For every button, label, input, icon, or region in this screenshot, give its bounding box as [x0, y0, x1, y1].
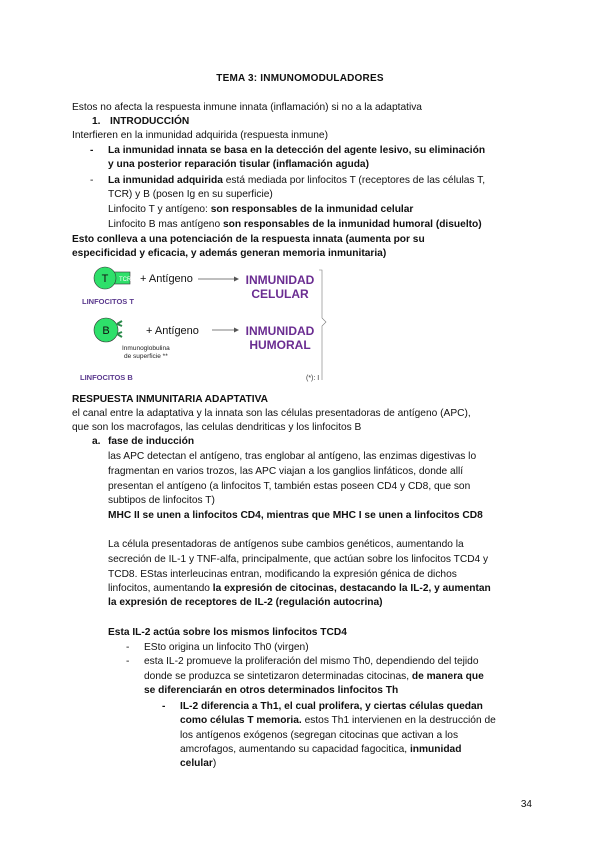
dash-item-2-bold: de manera que	[411, 671, 484, 682]
b-arrow-head	[234, 328, 239, 333]
bullet-acquired-bold: La inmunidad adquirida	[108, 175, 223, 186]
sub-item-line2-bold: como células T memoria.	[180, 715, 302, 726]
sub-item-line1: - IL-2 diferencia a Th1, el cual prolifera, y ciertas células quedan	[180, 700, 483, 713]
sub-item-line2-rest: estos Th1 intervienen en la destrucción de	[301, 715, 496, 726]
page-number: 34	[520, 799, 532, 810]
section1-number: 1.	[92, 116, 101, 127]
t-result-1: INMUNIDAD	[245, 273, 315, 287]
dash-item-2-line2	[144, 670, 484, 683]
para1-line4: subtipos de linfocitos T)	[108, 495, 215, 506]
bullet-acquired-2: TCR) y B (posen Ig en su superficie)	[108, 189, 273, 200]
sub-item-line5-rest: )	[212, 758, 217, 769]
para2-line2: secreción de IL-1 y TNF-alfa, principalmente, que actúan sobre los linfocitos TCD4 y	[108, 554, 489, 565]
bullet-acquired-rest: está mediada por linfocitos T (receptores de las células T,	[222, 175, 486, 186]
conclusion-2: especificidad y eficacia, y además generan memoria inmunitaria)	[72, 248, 387, 259]
intro-line: Estos no afecta la respuesta inmune innata (inflamación) si no a la adaptativa	[72, 102, 422, 113]
para1-line3: presentan el antígeno (a linfocitos T, también estas poseen CD4 y CD8, que son	[108, 481, 471, 492]
para2-line5: la expresión de receptores de IL-2 (regulación autocrina)	[108, 597, 383, 608]
t-arrow-head	[234, 277, 239, 282]
line-lt	[108, 203, 413, 216]
t-caption: LINFOCITOS T	[82, 297, 134, 306]
para2-line4-bold: la expresión de citocinas, destacando la IL-2, y aumentan	[212, 583, 491, 594]
sub-item-line5	[180, 757, 216, 770]
conclusion-1: Esto conlleva a una potenciación de la respuesta innata (aumenta por su	[72, 234, 425, 245]
line-lb-bold: son responsables de la inmunidad humoral (disuelto)	[222, 219, 482, 230]
b-result-1: INMUNIDAD	[245, 324, 315, 338]
para2-line1: La célula presentadoras de antígenos sube cambios genéticos, aumentando la	[108, 539, 464, 550]
para1-line1: las APC detectan el antígeno, tras englobar al antígeno, las enzimas digestivas lo	[108, 451, 477, 462]
section2-intro-1: el canal entre la adaptativa y la innata son las células presentadoras de antígeno (APC),	[72, 408, 471, 419]
dash-item-1: - ESto origina un linfocito Th0 (virgen)	[144, 641, 309, 654]
dash-item-2-line3: se diferenciarán en otros determinados linfocitos Th	[144, 685, 399, 696]
lymphocyte-diagram	[80, 262, 338, 390]
dash-item-2-line1: - esta IL-2 promueve la proliferación del mismo Th0, dependiendo del tejido	[144, 655, 479, 668]
sub-item-line4	[180, 743, 461, 756]
para1-line2: fragmentan en varios trozos, las APC viajan a los ganglios linfáticos, donde allí	[108, 466, 464, 477]
b-antigen-label: + Antígeno	[146, 325, 199, 337]
bullet-innate-2: y una posterior reparación tisular (inflamación aguda)	[108, 159, 369, 170]
b-cell-letter: B	[102, 325, 110, 337]
bullet-acquired-1	[108, 174, 485, 187]
line-lb	[108, 218, 482, 231]
line-lt-bold: son responsables de la inmunidad celular	[210, 204, 414, 215]
section2-heading: RESPUESTA INMUNITARIA ADAPTATIVA	[72, 394, 269, 405]
il2-heading: Esta IL-2 actúa sobre los mismos linfocitos TCD4	[108, 627, 347, 638]
b-result-2: HUMORAL	[249, 338, 311, 352]
tcr-label: TCR*	[119, 277, 134, 283]
section1-heading: INTRODUCCIÓN	[110, 116, 190, 127]
diagram-footnote: (*): I	[306, 375, 320, 382]
sub-a-marker: a.	[92, 436, 101, 447]
para2-line4-prefix: linfocitos, aumentando	[108, 583, 213, 594]
t-antigen-label: + Antígeno	[140, 273, 193, 285]
sub-item-line5-bold: celular	[180, 758, 213, 769]
ig-label-1: Inmunoglobulina	[122, 345, 170, 352]
sub-a-heading: fase de inducción	[108, 436, 195, 447]
t-result-2: CELULAR	[251, 287, 309, 301]
line-lt-prefix: Linfocito T y antígeno:	[108, 204, 211, 215]
ig-label-2: de superficie **	[124, 353, 168, 360]
mhc-line: MHC II se unen a linfocitos CD4, mientras que MHC I se unen a linfocitos CD8	[108, 510, 483, 521]
b-receptor-1	[117, 321, 122, 326]
bracket	[319, 270, 326, 380]
page-title: TEMA 3: INMUNOMODULADORES	[216, 73, 384, 84]
sub-item-line3: los antígenos exógenos (segregan citocinas que activan a los	[180, 730, 459, 741]
sub-item-line4-prefix: amcrofagos, aumentando su capacidad fagocitica,	[180, 744, 410, 755]
para2-line3: TCD8. EStas interleucinas entran, modificando la expresión génica de dichos	[108, 569, 457, 580]
t-cell-letter: T	[101, 273, 109, 285]
section1-line1: Interfieren en la inmunidad adquirida (respuesta inmune)	[72, 130, 328, 141]
sub-item-line4-bold: inmunidad	[409, 744, 462, 755]
b-receptor-2	[117, 332, 122, 337]
bullet-innate-1: - La inmunidad innata se basa en la detección del agente lesivo, su eliminación	[108, 144, 485, 157]
b-caption: LINFOCITOS B	[80, 373, 133, 382]
sub-item-line2	[180, 714, 496, 727]
dash-item-2-prefix: donde se produzca se sintetizaron determinadas citocinas,	[144, 671, 412, 682]
para2-line4	[108, 582, 491, 595]
section2-intro-2: que son los macrofagos, las celulas dendriticas y los linfocitos B	[72, 422, 362, 433]
line-lb-prefix: Linfocito B mas antígeno	[108, 219, 223, 230]
